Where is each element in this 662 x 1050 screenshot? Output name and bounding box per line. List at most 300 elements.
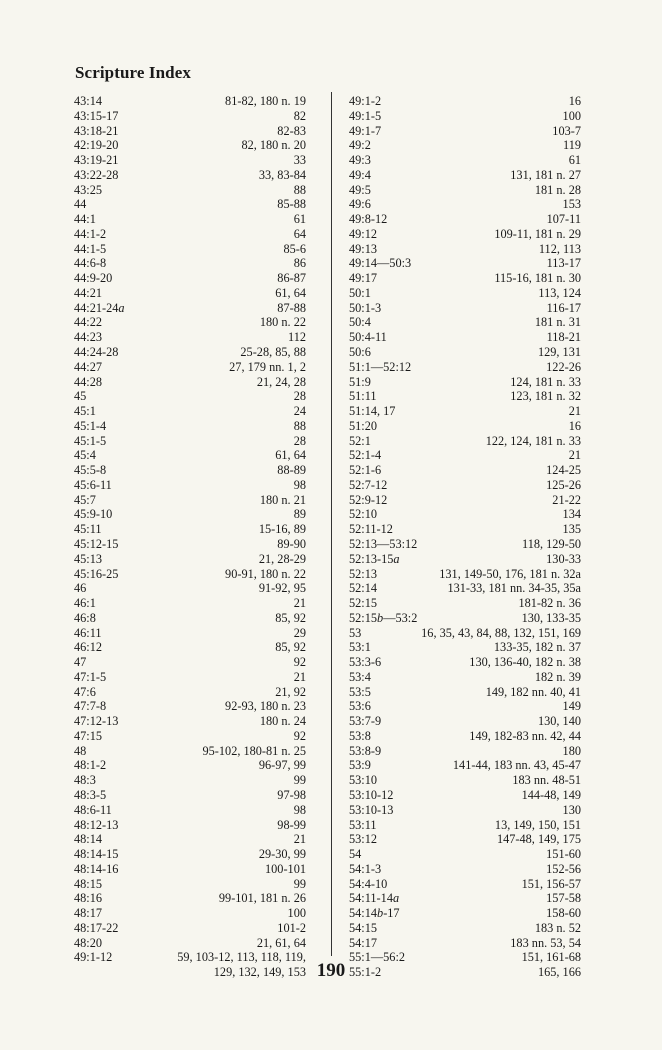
index-entry <box>349 301 581 316</box>
page-number: 190 <box>316 960 346 981</box>
page-references: 21, 28-29 <box>258 551 306 566</box>
index-entry <box>74 478 306 493</box>
index-entry <box>74 286 306 301</box>
index-entry <box>349 877 581 892</box>
page-references: 33, 83-84 <box>258 167 306 182</box>
page-references: 141-44, 183 nn. 43, 45-47 <box>452 758 581 773</box>
index-entry <box>74 626 306 641</box>
page-references: 24 <box>293 404 306 419</box>
index-entry <box>349 670 581 685</box>
index-entry <box>74 640 306 655</box>
page-references: 122-26 <box>546 359 581 374</box>
scripture-reference: 53 <box>349 625 362 640</box>
index-entry <box>349 375 581 390</box>
index-entry <box>349 168 581 183</box>
scripture-reference: 44:28 <box>74 374 103 389</box>
scripture-reference: 45:1-5 <box>74 433 107 448</box>
page-references: 133-35, 182 n. 37 <box>493 640 581 655</box>
scripture-reference: 45:9-10 <box>74 507 113 522</box>
page-references: 61, 64 <box>275 448 306 463</box>
scripture-reference: 44 <box>74 197 87 212</box>
scripture-reference: 54:4-10 <box>349 876 388 891</box>
page-references: 91-92, 95 <box>258 581 306 596</box>
scripture-reference: 55:1-2 <box>349 965 382 980</box>
index-entry <box>74 404 306 419</box>
index-entry <box>74 256 306 271</box>
index-entry <box>349 596 581 611</box>
scripture-reference: 45:1 <box>74 404 96 419</box>
scripture-reference: 54:1-3 <box>349 861 382 876</box>
page-references: 131-33, 181 nn. 34-35, 35a <box>447 581 581 596</box>
scripture-reference: 47:15 <box>74 728 103 743</box>
index-entry <box>349 921 581 936</box>
column-divider <box>331 92 332 956</box>
scripture-reference: 44:21-24a <box>74 300 125 315</box>
index-entry <box>74 788 306 803</box>
index-entry <box>74 714 306 729</box>
scripture-reference: 51:9 <box>349 374 371 389</box>
page-references: 88 <box>293 418 306 433</box>
scripture-reference: 45:4 <box>74 448 96 463</box>
index-entry <box>74 212 306 227</box>
index-entry <box>349 404 581 419</box>
scripture-reference: 52:11-12 <box>349 522 393 537</box>
index-entry <box>349 109 581 124</box>
page-references: 183 nn. 53, 54 <box>510 935 581 950</box>
scripture-reference: 48:12-13 <box>74 817 119 832</box>
scripture-reference: 50:1-3 <box>349 300 382 315</box>
index-entry <box>349 522 581 537</box>
page-references: 27, 179 nn. 1, 2 <box>229 359 306 374</box>
scripture-reference: 46:11 <box>74 625 102 640</box>
index-entry <box>74 448 306 463</box>
page-references: 118-21 <box>546 330 581 345</box>
scripture-reference: 53:4 <box>349 669 371 684</box>
scripture-reference: 45:16-25 <box>74 566 119 581</box>
scripture-reference: 46:1 <box>74 596 96 611</box>
page-references: 33 <box>293 153 306 168</box>
scripture-reference: 52:13 <box>349 566 378 581</box>
page-references: 112, 113 <box>538 241 581 256</box>
index-entry <box>74 419 306 434</box>
index-entry <box>349 611 581 626</box>
scripture-reference: 49:12 <box>349 226 378 241</box>
scripture-reference: 53:5 <box>349 684 371 699</box>
page-references: 21, 24, 28 <box>256 374 306 389</box>
page-references: 151, 156-57 <box>521 876 581 891</box>
scripture-reference: 48:3 <box>74 773 96 788</box>
scripture-reference: 48:17 <box>74 906 103 921</box>
index-entry <box>349 552 581 567</box>
page-references: 82 <box>293 108 306 123</box>
index-entry <box>349 242 581 257</box>
page-references: 152-56 <box>546 861 581 876</box>
page-references: 113-17 <box>546 256 581 271</box>
scripture-reference: 44:24-28 <box>74 345 119 360</box>
page-references: 82-83 <box>277 123 306 138</box>
index-entry <box>74 862 306 877</box>
page-references: 13, 149, 150, 151 <box>494 817 581 832</box>
index-entry <box>74 242 306 257</box>
page-references: 123, 181 n. 32 <box>510 389 581 404</box>
page-references: 147-48, 149, 175 <box>496 832 581 847</box>
page-references: 125-26 <box>546 477 581 492</box>
page-references: 183 n. 52 <box>534 920 581 935</box>
scripture-reference: 49:5 <box>349 182 371 197</box>
scripture-reference: 52:14 <box>349 581 378 596</box>
index-entry <box>74 330 306 345</box>
page-references: 182 n. 39 <box>534 669 581 684</box>
page-references: 181-82 n. 36 <box>518 596 581 611</box>
scripture-reference: 48:14-16 <box>74 861 119 876</box>
page-references: 28 <box>293 433 306 448</box>
index-entry <box>349 330 581 345</box>
page-references: 157-58 <box>546 891 581 906</box>
scripture-reference: 48:6-11 <box>74 802 112 817</box>
page-references: 61 <box>568 153 581 168</box>
index-entry <box>74 345 306 360</box>
scripture-reference: 47:12-13 <box>74 714 119 729</box>
page-references: 21 <box>568 404 581 419</box>
page-title: Scripture Index <box>75 63 191 82</box>
scripture-reference: 46:8 <box>74 610 96 625</box>
page-references: 131, 181 n. 27 <box>510 167 581 182</box>
index-entry <box>74 493 306 508</box>
index-entry <box>349 153 581 168</box>
index-entry <box>74 183 306 198</box>
scripture-reference: 53:7-9 <box>349 714 382 729</box>
scripture-reference: 46 <box>74 581 87 596</box>
page-references: 88 <box>293 182 306 197</box>
page-references: 181 n. 31 <box>534 315 581 330</box>
scripture-reference: 53:8-9 <box>349 743 382 758</box>
scripture-reference: 51:20 <box>349 418 378 433</box>
scripture-reference: 49:1-2 <box>349 94 382 108</box>
scripture-reference: 49:6 <box>349 197 371 212</box>
page-references: 151, 161-68 <box>521 950 581 965</box>
index-entry <box>74 138 306 153</box>
page-references: 153 <box>562 197 581 212</box>
index-entry <box>74 463 306 478</box>
index-entry <box>349 507 581 522</box>
scripture-reference: 52:7-12 <box>349 477 388 492</box>
index-entry <box>349 936 581 951</box>
index-entry <box>349 803 581 818</box>
index-entry <box>74 803 306 818</box>
index-entry <box>349 818 581 833</box>
page-references: 122, 124, 181 n. 33 <box>485 433 581 448</box>
index-entry <box>74 670 306 685</box>
index-entry <box>349 788 581 803</box>
scripture-reference: 44:23 <box>74 330 103 345</box>
index-entry <box>74 227 306 242</box>
index-entry <box>349 729 581 744</box>
index-entry <box>74 315 306 330</box>
index-column-left <box>74 94 306 980</box>
index-entry <box>74 655 306 670</box>
index-entry <box>74 360 306 375</box>
page-references: 180 n. 22 <box>259 315 306 330</box>
scripture-reference: 48:16 <box>74 891 103 906</box>
index-entry <box>74 744 306 759</box>
index-entry <box>74 153 306 168</box>
page-references: 21 <box>293 669 306 684</box>
scripture-reference: 48:3-5 <box>74 787 107 802</box>
page-references: 130-33 <box>546 551 581 566</box>
page-references: 109-11, 181 n. 29 <box>494 226 581 241</box>
index-entry <box>349 493 581 508</box>
index-entry <box>349 640 581 655</box>
page-references: 107-11 <box>546 212 581 227</box>
scripture-reference: 45:7 <box>74 492 96 507</box>
scripture-reference: 44:1-2 <box>74 226 107 241</box>
index-entry <box>74 168 306 183</box>
scripture-reference: 45 <box>74 389 87 404</box>
scripture-reference: 49:1-5 <box>349 108 382 123</box>
page-references: 99-101, 181 n. 26 <box>218 891 306 906</box>
index-entry <box>349 448 581 463</box>
page-references: 88-89 <box>277 463 306 478</box>
page-references: 100 <box>562 108 581 123</box>
page-references: 98 <box>293 802 306 817</box>
scripture-reference: 44:6-8 <box>74 256 107 271</box>
index-entry <box>74 921 306 936</box>
index-entry <box>74 847 306 862</box>
index-entry <box>74 109 306 124</box>
index-entry <box>74 891 306 906</box>
index-entry <box>74 685 306 700</box>
page-references: 115-16, 181 n. 30 <box>494 271 581 286</box>
scripture-reference: 48:17-22 <box>74 920 119 935</box>
scripture-reference: 53:11 <box>349 817 377 832</box>
page-references: 15-16, 89 <box>258 522 306 537</box>
index-entry <box>74 124 306 139</box>
scripture-reference: 53:3-6 <box>349 655 382 670</box>
index-entry <box>74 567 306 582</box>
scripture-reference: 52:15b—53:2 <box>349 610 418 625</box>
scripture-reference: 53:10-13 <box>349 802 394 817</box>
page-references: 118, 129-50 <box>522 536 581 551</box>
page-references: 96-97, 99 <box>258 758 306 773</box>
index-entry <box>74 581 306 596</box>
index-entry <box>349 699 581 714</box>
index-entry <box>349 744 581 759</box>
page-references: 97-98 <box>277 787 306 802</box>
page-references: 130 <box>562 802 581 817</box>
page-references: 112 <box>288 330 306 345</box>
scripture-reference: 45:5-8 <box>74 463 107 478</box>
scripture-reference: 43:15-17 <box>74 108 119 123</box>
index-entry <box>349 286 581 301</box>
page-references: 61 <box>293 212 306 227</box>
index-entry <box>74 522 306 537</box>
index-entry <box>74 877 306 892</box>
page-references: 92-93, 180 n. 23 <box>225 699 306 714</box>
scripture-reference: 43:14 <box>74 94 103 108</box>
page-references: 144-48, 149 <box>521 787 581 802</box>
scripture-reference: 50:1 <box>349 285 371 300</box>
index-entry <box>74 699 306 714</box>
index-entry <box>74 936 306 951</box>
index-entry <box>349 655 581 670</box>
page-references: 158-60 <box>546 906 581 921</box>
scripture-reference: 54:14b-17 <box>349 906 400 921</box>
page-references: 21 <box>293 832 306 847</box>
index-entry <box>349 94 581 109</box>
index-entry <box>349 434 581 449</box>
scripture-reference: 54 <box>349 847 362 862</box>
page-references: 124, 181 n. 33 <box>510 374 581 389</box>
scripture-reference: 45:11 <box>74 522 102 537</box>
index-entry <box>349 124 581 139</box>
scripture-reference: 47 <box>74 655 87 670</box>
scripture-reference: 52:1-4 <box>349 448 382 463</box>
page-references: 64 <box>293 226 306 241</box>
index-entry <box>74 611 306 626</box>
scripture-reference: 48:1-2 <box>74 758 107 773</box>
page-references: 85, 92 <box>275 640 306 655</box>
scripture-reference: 47:7-8 <box>74 699 107 714</box>
page-references: 149 <box>562 699 581 714</box>
scripture-reference: 55:1—56:2 <box>349 950 406 965</box>
index-entry <box>349 773 581 788</box>
page-references: 101-2 <box>277 920 306 935</box>
scripture-reference: 47:6 <box>74 684 96 699</box>
page-references: 21, 61, 64 <box>256 935 306 950</box>
scripture-reference: 54:17 <box>349 935 378 950</box>
page-references: 85-6 <box>283 241 306 256</box>
page-references: 129, 131 <box>537 345 581 360</box>
scripture-reference: 44:22 <box>74 315 103 330</box>
index-entry <box>74 375 306 390</box>
scripture-reference: 52:1-6 <box>349 463 382 478</box>
scripture-reference: 45:13 <box>74 551 103 566</box>
page-references: 165, 166 <box>537 965 581 980</box>
index-entry <box>74 596 306 611</box>
page-references: 82, 180 n. 20 <box>241 138 306 153</box>
page-references: 131, 149-50, 176, 181 n. 32a <box>439 566 581 581</box>
scripture-reference: 45:6-11 <box>74 477 112 492</box>
index-entry <box>74 507 306 522</box>
page-references: 85, 92 <box>275 610 306 625</box>
index-entry <box>349 847 581 862</box>
scripture-reference: 53:6 <box>349 699 371 714</box>
scripture-reference: 49:1-7 <box>349 123 382 138</box>
index-entry <box>74 906 306 921</box>
scripture-reference: 43:25 <box>74 182 103 197</box>
index-entry <box>349 714 581 729</box>
scripture-reference: 51:14, 17 <box>349 404 396 419</box>
index-entry <box>349 626 581 641</box>
page-references: 59, 103-12, 113, 118, 119, <box>177 950 306 965</box>
scripture-reference: 54:15 <box>349 920 378 935</box>
index-entry <box>349 138 581 153</box>
scripture-reference: 46:12 <box>74 640 103 655</box>
page-references: 149, 182-83 nn. 42, 44 <box>469 728 581 743</box>
index-entry <box>349 478 581 493</box>
scripture-reference: 49:17 <box>349 271 378 286</box>
page-references: 16 <box>568 418 581 433</box>
scripture-reference: 45:1-4 <box>74 418 107 433</box>
scripture-reference: 48:14 <box>74 832 103 847</box>
scripture-reference: 47:1-5 <box>74 669 107 684</box>
index-entry <box>74 537 306 552</box>
page-references: 21-22 <box>552 492 581 507</box>
scripture-reference: 52:13-15a <box>349 551 400 566</box>
page-references: 92 <box>293 655 306 670</box>
scripture-reference: 53:1 <box>349 640 371 655</box>
page-references: 149, 182 nn. 40, 41 <box>485 684 581 699</box>
scripture-reference: 52:10 <box>349 507 378 522</box>
index-entry <box>349 389 581 404</box>
index-entry <box>349 685 581 700</box>
index-entry <box>349 906 581 921</box>
page-references: 92 <box>293 728 306 743</box>
index-entry <box>349 227 581 242</box>
scripture-reference: 44:9-20 <box>74 271 113 286</box>
scripture-reference: 49:4 <box>349 167 371 182</box>
page-references: 86 <box>293 256 306 271</box>
index-entry <box>74 434 306 449</box>
index-entry <box>74 94 306 109</box>
scripture-reference: 52:9-12 <box>349 492 388 507</box>
scripture-reference: 52:13—53:12 <box>349 536 418 551</box>
page-references: 183 nn. 48-51 <box>512 773 581 788</box>
page-references: 134 <box>562 507 581 522</box>
index-entry <box>74 832 306 847</box>
page-references: 98-99 <box>277 817 306 832</box>
page-references: 130, 140 <box>537 714 581 729</box>
page-references: 25-28, 85, 88 <box>240 345 306 360</box>
index-entry <box>349 360 581 375</box>
page-references: 100-101 <box>265 861 306 876</box>
scripture-reference: 48 <box>74 743 87 758</box>
index-entry <box>349 419 581 434</box>
scripture-reference: 49:1-12 <box>74 950 113 965</box>
index-entry <box>74 552 306 567</box>
page-references: 85-88 <box>277 197 306 212</box>
index-entry <box>349 537 581 552</box>
index-entry <box>349 271 581 286</box>
page-references: 116-17 <box>546 300 581 315</box>
index-entry <box>74 773 306 788</box>
page-references: 21 <box>293 596 306 611</box>
index-entry <box>349 832 581 847</box>
scripture-reference: 44:1-5 <box>74 241 107 256</box>
index-entry <box>349 581 581 596</box>
page-references: 29 <box>293 625 306 640</box>
scripture-reference: 44:1 <box>74 212 96 227</box>
scripture-reference: 52:1 <box>349 433 371 448</box>
page-references: 181 n. 28 <box>534 182 581 197</box>
page-references: 119 <box>563 138 581 153</box>
page-references: 135 <box>562 522 581 537</box>
page-references: 130, 136-40, 182 n. 38 <box>469 655 581 670</box>
index-entry <box>349 345 581 360</box>
page-references: 180 n. 24 <box>259 714 306 729</box>
index-entry <box>349 197 581 212</box>
scripture-reference: 49:3 <box>349 153 371 168</box>
page-references: 113, 124 <box>538 285 581 300</box>
page-references: 100 <box>287 906 306 921</box>
index-entry <box>74 729 306 744</box>
page-references: 28 <box>293 389 306 404</box>
scripture-reference: 51:1—52:12 <box>349 359 412 374</box>
index-entry <box>349 567 581 582</box>
page-references: 89-90 <box>277 536 306 551</box>
index-entry <box>74 197 306 212</box>
page-references: 86-87 <box>277 271 306 286</box>
